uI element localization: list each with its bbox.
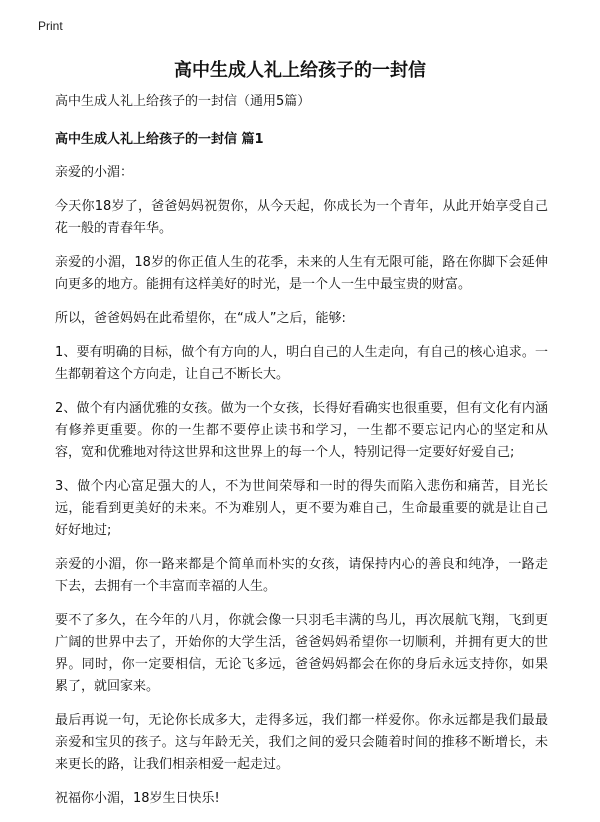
document-title: 高中生成人礼上给孩子的一封信 [174, 60, 426, 81]
body-paragraph: 2、做个有内涵优雅的女孩。做为一个女孩，长得好看确实也很重要，但有文化有内涵有修养更重要。你的一生都不要停止读书和学习，一生都不要忘记内心的坚定和从容，宽和优雅地对待这世界和这世界上的每一个人，特别记得一定要好好爱自己; [55, 401, 548, 460]
body-paragraph: 亲爱的小湄，你一路来都是个简单而朴实的女孩，请保持内心的善良和纯净，一路走下去，去拥有一个丰富而幸福的人生。 [55, 557, 548, 594]
body-paragraph: 要不了多久，在今年的八月，你就会像一只羽毛丰满的鸟儿，再次展航飞翔，飞到更广阔的世界中去了，开始你的大学生活，爸爸妈妈希望你一切顺利，并拥有更大的世界。同时，你一定要相信，无论飞多远，爸爸妈妈都会在你的身后永远支持你，如果累了，就回家来。 [55, 613, 548, 694]
body-paragraph: 所以，爸爸妈妈在此希望你，在“成人”之后，能够: [55, 311, 346, 326]
document-body [55, 94, 548, 822]
body-paragraph: 最后再说一句，无论你长成多大，走得多远，我们都一样爱你。你永远都是我们最最亲爱和宝贝的孩子。这与年龄无关，我们之间的爱只会随着时间的推移不断增长，未来更长的路，让我们相亲相爱一起走过。 [55, 713, 548, 772]
body-paragraph: 今天你18岁了，爸爸妈妈祝贺你，从今天起，你成长为一个青年，从此开始享受自己花一般的青春年华。 [55, 199, 548, 236]
body-paragraph: 3、做个内心富足强大的人，不为世间荣辱和一时的得失而陷入悲伤和痛苦，目光长远，能看到更美好的未来。不为难别人，更不要为难自己，生命最重要的就是让自己好好地过; [55, 479, 548, 538]
greeting-paragraph: 亲爱的小湄： [55, 165, 134, 180]
section-heading: 高中生成人礼上给孩子的一封信 篇1 [55, 132, 264, 147]
body-paragraph: 亲爱的小湄，18岁的你正值人生的花季，未来的人生有无限可能，路在你脚下会延伸向更多的地方。能拥有这样美好的时光，是一个人一生中最宝贵的财富。 [55, 255, 548, 292]
document-subtitle: 高中生成人礼上给孩子的一封信（通用5篇） [55, 94, 311, 109]
body-paragraph: 1、要有明确的目标，做个有方向的人，明白自己的人生走向，有自己的核心追求。一生都朝着这个方向走，让自己不断长大。 [55, 345, 548, 382]
closing-paragraph: 祝福你小湄，18岁生日快乐! [55, 791, 220, 806]
print-label[interactable]: Print [38, 19, 63, 33]
